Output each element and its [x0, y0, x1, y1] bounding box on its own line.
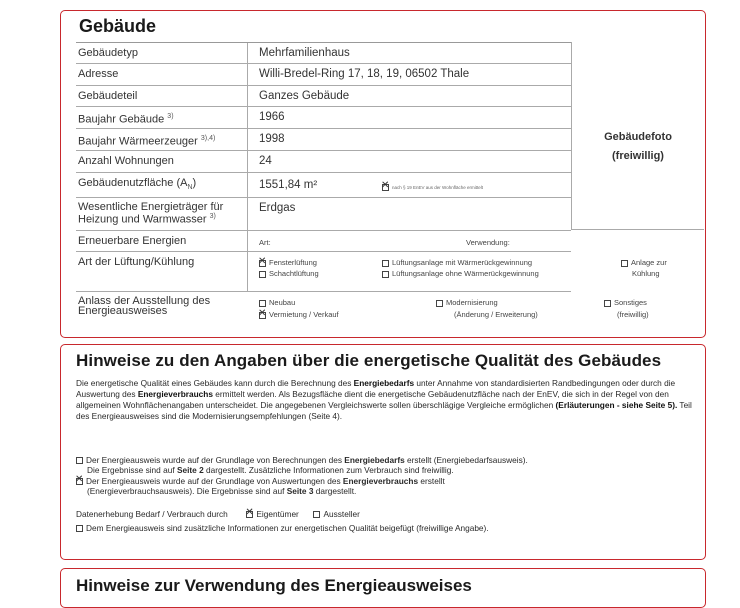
label-nutzflaeche: Gebäudenutzfläche (A	[78, 177, 188, 189]
erneuerbare-art: Art:	[259, 238, 271, 247]
erneuerbare-verwendung: Verwendung:	[466, 238, 510, 247]
bedarfsausweis-checkbox[interactable]	[76, 457, 83, 464]
row-gebaeudetyp	[76, 43, 571, 64]
aussteller-label: Aussteller	[323, 509, 360, 519]
subscript-n: N	[187, 184, 193, 192]
value-nutzflaeche: 1551,84 m²	[259, 179, 318, 191]
neubau-label: Neubau	[269, 298, 296, 307]
label-anzahl-wohnungen: Anzahl Wohnungen	[78, 151, 248, 172]
nutzflaeche-note-text: nach § 19 EnEV aus der Wohnfläche ermittelt	[392, 185, 483, 190]
footnote-mark: 3)	[209, 213, 216, 220]
label-gebaeudeteil: Gebäudeteil	[78, 86, 248, 106]
photo-label: Gebäudefoto	[604, 131, 672, 143]
modernisierung-checkbox[interactable]	[436, 300, 443, 307]
notes-paragraph: Die energetische Qualität eines Gebäudes kann durch die Berechnung des Energiebedarfs unter Annahme von standardisierten Randbedingungen oder durch die Auswertung des Energieverbrauchs ermittelt werden. Als Bezugsfläche dient die energetische Gebäudenutzfläche nach der EnEV, die sich in der Regel von den allgemeinen Wohnflächenangaben unterscheidet. Die angegebenen Vergleichswerte sollen überschlägige Vergleiche ermöglichen (Erläuterungen - siehe Seite 5). Teil des Energieausweises sind die Modernisierungsempfehlungen (Seite 4).	[76, 378, 692, 421]
value-gebaeudetyp: Mehrfamilienhaus	[259, 47, 350, 59]
notes-section-title: Hinweise zu den Angaben über die energetische Qualität des Gebäudes	[76, 351, 662, 370]
nutzflaeche-checkbox[interactable]	[382, 184, 389, 191]
row-anlass	[76, 292, 649, 337]
sonstiges-label-1: Sonstiges	[614, 298, 647, 307]
footnote-mark: 3),4)	[200, 135, 216, 142]
option-mit-wrg[interactable]	[382, 258, 532, 267]
row-nutzflaeche	[76, 173, 571, 198]
value-anzahl-wohnungen: 24	[259, 155, 272, 167]
building-section	[60, 10, 706, 338]
kuehlung-checkbox[interactable]	[621, 260, 628, 267]
neubau-checkbox[interactable]	[259, 300, 266, 307]
eigentuemer-label: Eigentümer	[256, 509, 299, 519]
value-adresse: Willi-Bredel-Ring 17, 18, 19, 06502 Thale	[259, 68, 470, 80]
label-energietraeger: Wesentliche Energieträger für Heizung und Warmwasser	[78, 201, 224, 226]
nutzflaeche-note	[382, 182, 483, 192]
kuehlung-label-1: Anlage zur	[631, 258, 667, 267]
label-nutzflaeche-end: )	[192, 177, 197, 189]
value-gebaeudeteil: Ganzes Gebäude	[259, 90, 350, 102]
label-baujahr-gebaeude: Baujahr Gebäude	[78, 113, 165, 126]
modernisierung-label-1: Modernisierung	[446, 298, 498, 307]
row-erneuerbare	[76, 231, 571, 252]
vermietung-checkbox[interactable]	[259, 312, 266, 319]
value-baujahr-gebaeude: 1966	[259, 111, 285, 123]
label-baujahr-waermeerzeuger: Baujahr Wärmeerzeuger	[78, 135, 198, 148]
aussteller-checkbox[interactable]	[313, 511, 320, 518]
row-baujahr-waermeerzeuger	[76, 129, 571, 151]
schachtlueftung-label: Schachtlüftung	[269, 269, 319, 278]
option-bedarfsausweis[interactable]: Der Energieausweis wurde auf der Grundlage von Berechnungen des Energiebedarfs erstellt (Energiebedarfsausweis).	[76, 455, 528, 465]
option-zusatzinfo[interactable]	[76, 523, 489, 533]
row-baujahr-gebaeude	[76, 107, 571, 129]
footnote-mark: 3)	[167, 113, 174, 120]
verbrauchsausweis-note: (Energieverbrauchsausweis). Die Ergebnisse sind auf Seite 3 dargestellt.	[87, 486, 357, 496]
option-fensterlueftung[interactable]	[259, 258, 317, 267]
kuehlung-label-2: Kühlung	[632, 269, 660, 278]
option-modernisierung[interactable]	[436, 298, 498, 307]
mit-wrg-checkbox[interactable]	[382, 260, 389, 267]
ohne-wrg-label: Lüftungsanlage ohne Wärmerückgewinnung	[392, 269, 539, 278]
sonstiges-label-2: (freiwillig)	[617, 310, 649, 319]
building-photo-placeholder	[571, 42, 704, 230]
option-sonstiges[interactable]	[604, 298, 647, 307]
value-energietraeger: Erdgas	[259, 202, 296, 214]
modernisierung-label-2: (Änderung / Erweiterung)	[454, 310, 538, 319]
usage-section-title: Hinweise zur Verwendung des Energieausweises	[76, 576, 472, 595]
mit-wrg-label: Lüftungsanlage mit Wärmerückgewinnung	[392, 258, 533, 267]
ohne-wrg-checkbox[interactable]	[382, 271, 389, 278]
row-energietraeger	[76, 198, 571, 231]
datenerhebung-row	[76, 509, 360, 519]
row-anzahl-wohnungen	[76, 151, 571, 173]
label-anlass: Anlass der Ausstellung des Energieausweises	[78, 295, 211, 317]
option-neubau[interactable]	[259, 298, 295, 307]
option-vermietung[interactable]	[259, 310, 339, 319]
label-erneuerbare: Erneuerbare Energien	[78, 231, 248, 251]
notes-section	[60, 344, 706, 560]
photo-optional-label: (freiwillig)	[612, 150, 664, 162]
option-kuehlung[interactable]	[621, 258, 667, 267]
verbrauchsausweis-checkbox[interactable]	[76, 478, 83, 485]
option-verbrauchsausweis[interactable]: ✕Der Energieausweis wurde auf der Grundlage von Auswertungen des Energieverbrauchs erstellt	[76, 476, 445, 486]
label-gebaeudetyp: Gebäudetyp	[78, 43, 248, 63]
usage-section	[60, 568, 706, 608]
building-section-title: Gebäude	[79, 16, 157, 36]
row-lueftung	[76, 252, 667, 292]
vermietung-label: Vermietung / Verkauf	[269, 310, 339, 319]
schachtlueftung-checkbox[interactable]	[259, 271, 266, 278]
row-adresse	[76, 64, 571, 86]
bedarfsausweis-note: Die Ergebnisse sind auf Seite 2 dargestellt. Zusätzliche Informationen zum Verbrauch sind freiwillig.	[87, 465, 454, 475]
row-gebaeudeteil	[76, 86, 571, 107]
fensterlueftung-label: Fensterlüftung	[269, 258, 317, 267]
fensterlueftung-checkbox[interactable]	[259, 260, 266, 267]
zusatzinfo-label: Dem Energieausweis sind zusätzliche Informationen zur energetischen Qualität beigefügt (freiwillige Angabe).	[86, 523, 489, 533]
option-schachtlueftung[interactable]	[259, 269, 319, 278]
label-lueftung: Art der Lüftung/Kühlung	[78, 252, 248, 291]
datenerhebung-label: Datenerhebung Bedarf / Verbrauch durch	[76, 509, 228, 519]
option-ohne-wrg[interactable]	[382, 269, 539, 278]
label-adresse: Adresse	[78, 64, 248, 85]
eigentuemer-checkbox[interactable]	[246, 511, 253, 518]
zusatzinfo-checkbox[interactable]	[76, 525, 83, 532]
sonstiges-checkbox[interactable]	[604, 300, 611, 307]
value-baujahr-waermeerzeuger: 1998	[259, 133, 285, 145]
